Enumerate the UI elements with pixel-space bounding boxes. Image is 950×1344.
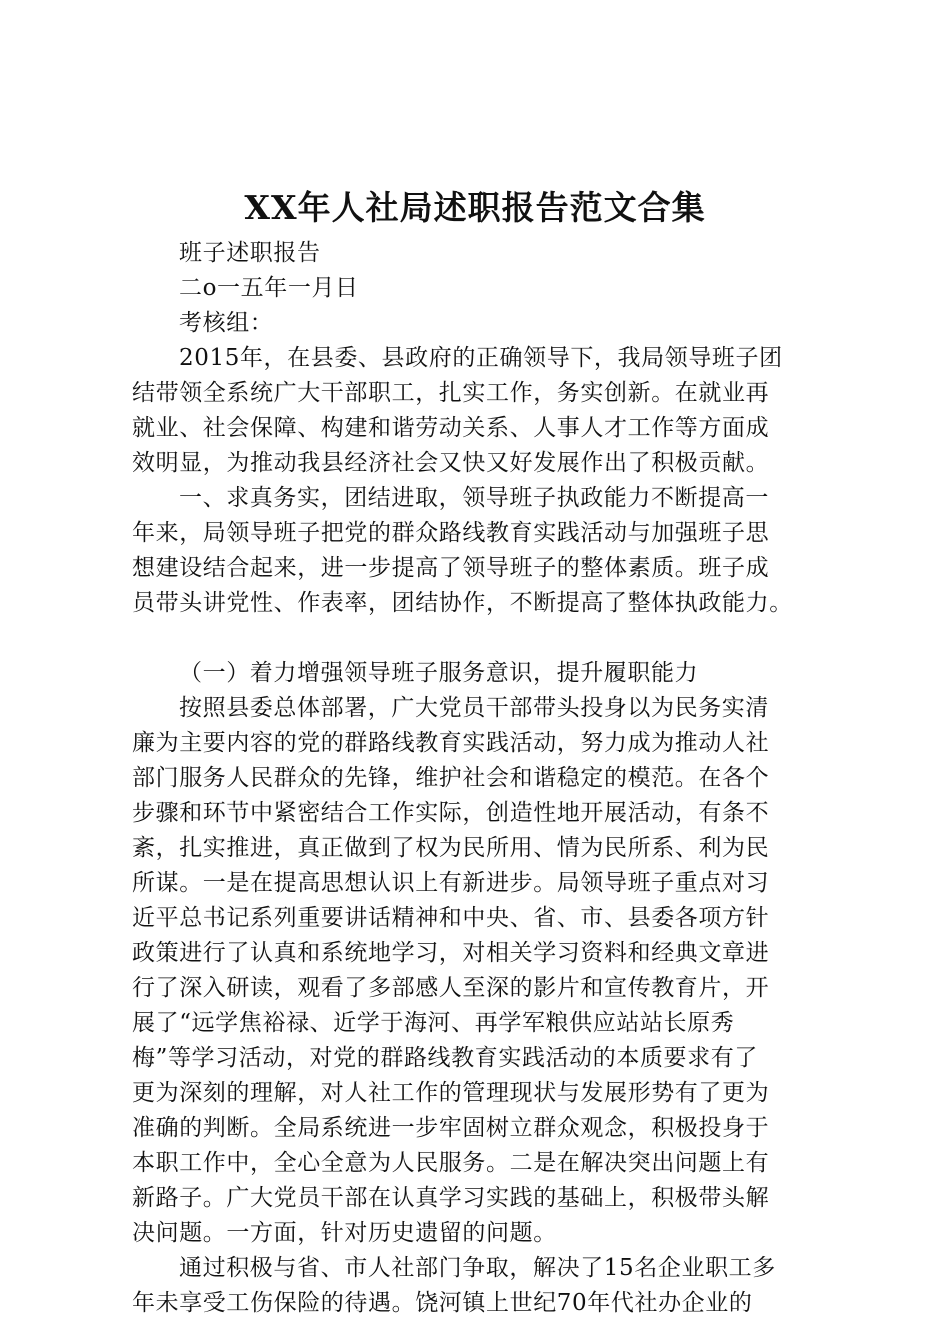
text-line: 二o一五年一月日 bbox=[179, 275, 359, 301]
text-line: 更为深刻的理解，对人社工作的管理现状与发展形势有了更为 bbox=[132, 1080, 770, 1106]
text-line: 本职工作中，全心全意为人民服务。二是在解决突出问题上有 bbox=[132, 1150, 770, 1176]
text-line: 效明显，为推动我县经济社会又快又好发展作出了积极贡献。 bbox=[132, 450, 770, 476]
text-line: 想建设结合起来，进一步提高了领导班子的整体素质。班子成 bbox=[132, 555, 770, 581]
text-line: 按照县委总体部署，广大党员干部带头投身以为民务实清 bbox=[179, 695, 769, 721]
text-line: 2015年，在县委、县政府的正确领导下，我局领导班子团 bbox=[179, 345, 783, 371]
text-line: 就业、社会保障、构建和谐劳动关系、人事人才工作等方面成 bbox=[132, 415, 770, 441]
text-line: 员带头讲党性、作表率，团结协作，不断提高了整体执政能力。 bbox=[132, 590, 793, 616]
text-line: 准确的判断。全局系统进一步牢固树立群众观念，积极投身于 bbox=[132, 1115, 770, 1141]
paragraph-gap bbox=[132, 621, 832, 656]
text-line: 展了“远学焦裕禄、近学于海河、再学军粮供应站站长原秀 bbox=[132, 1010, 735, 1036]
text-line: 近平总书记系列重要讲话精神和中央、省、市、县委各项方针 bbox=[132, 905, 770, 931]
text-line: 年来，局领导班子把党的群众路线教育实践活动与加强班子思 bbox=[132, 520, 770, 546]
text-line: 决问题。一方面，针对历史遗留的问题。 bbox=[132, 1220, 557, 1246]
text-line: 考核组： bbox=[179, 310, 274, 336]
text-line: 紊，扎实推进，真正做到了权为民所用、情为民所系、利为民 bbox=[132, 835, 770, 861]
text-line: 廉为主要内容的党的群路线教育实践活动，努力成为推动人社 bbox=[132, 730, 770, 756]
text-line: 一、求真务实，团结进取，领导班子执政能力不断提高一 bbox=[179, 485, 769, 511]
text-line: 政策进行了认真和系统地学习，对相关学习资料和经典文章进 bbox=[132, 940, 770, 966]
text-line: 梅”等学习活动，对党的群路线教育实践活动的本质要求有了 bbox=[132, 1045, 758, 1071]
text-line: 班子述职报告 bbox=[179, 240, 321, 266]
text-line: 结带领全系统广大干部职工，扎实工作，务实创新。在就业再 bbox=[132, 380, 770, 406]
text-line: 通过积极与省、市人社部门争取，解决了15名企业职工多 bbox=[179, 1255, 776, 1281]
text-line: 年未享受工伤保险的待遇。饶河镇上世纪70年代社办企业的 bbox=[132, 1290, 753, 1316]
text-line: 步骤和环节中紧密结合工作实际，创造性地开展活动，有条不 bbox=[132, 800, 770, 826]
text-line: 部门服务人民群众的先锋，维护社会和谐稳定的模范。在各个 bbox=[132, 765, 770, 791]
text-line: 新路子。广大党员干部在认真学习实践的基础上，积极带头解 bbox=[132, 1185, 770, 1211]
text-line: 行了深入研读，观看了多部感人至深的影片和宣传教育片，开 bbox=[132, 975, 770, 1001]
document-body bbox=[132, 236, 832, 1321]
text-line: 所谋。一是在提高思想认识上有新进步。局领导班子重点对习 bbox=[132, 870, 770, 896]
document-title: XX年人社局述职报告范文合集 bbox=[244, 188, 706, 227]
section-heading: （一）着力增强领导班子服务意识，提升履职能力 bbox=[179, 660, 699, 686]
